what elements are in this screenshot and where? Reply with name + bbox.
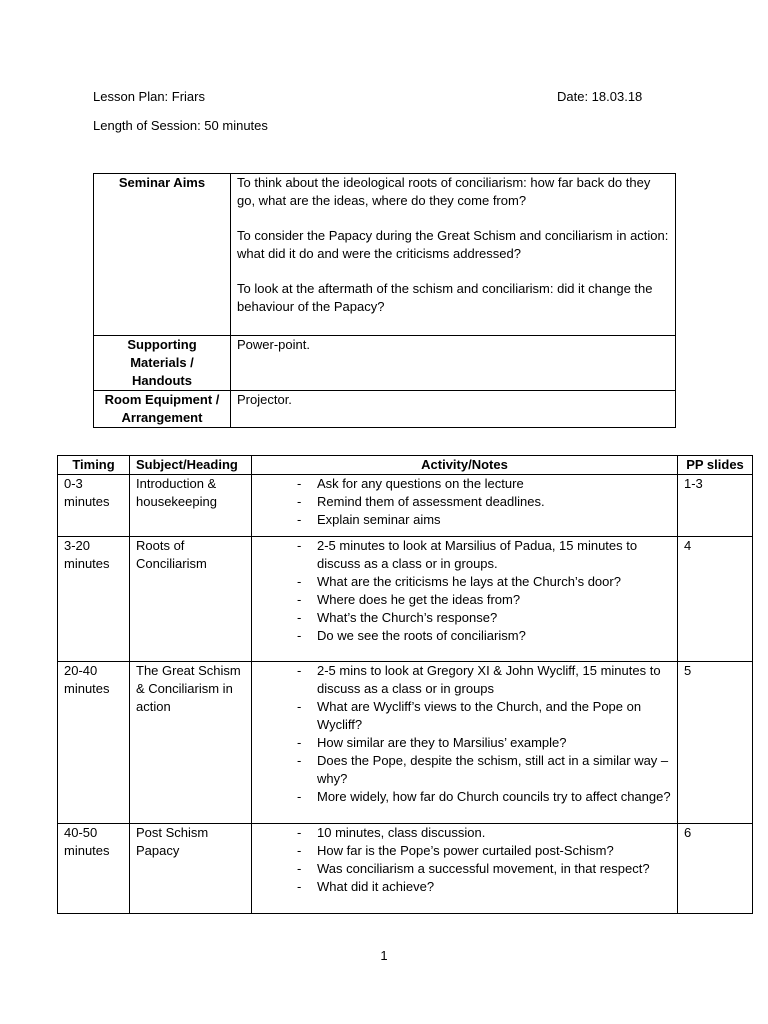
row-subject: Introduction & housekeeping [130, 475, 252, 537]
row-subject: Post Schism Papacy [130, 824, 252, 914]
note-item: - Where does he get the ideas from? [258, 591, 671, 609]
room-equipment-value: Projector. [231, 391, 676, 428]
row-notes [252, 475, 678, 537]
note-item: - Do we see the roots of conciliarism? [258, 627, 671, 645]
note-item: - What did it achieve? [258, 878, 671, 896]
header-timing: Timing [58, 456, 130, 475]
note-item: - More widely, how far do Church councils try to affect change? [258, 788, 671, 806]
row-notes [252, 662, 678, 824]
room-equipment-label: Room Equipment / Arrangement [94, 391, 231, 428]
seminar-aim: To consider the Papacy during the Great Schism and conciliarism in action: what did it do and were the criticisms addressed? [237, 228, 669, 261]
table-row [58, 824, 753, 914]
note-item: - Does the Pope, despite the schism, still act in a similar way – why? [258, 752, 671, 788]
seminar-aim: To think about the ideological roots of conciliarism: how far back do they go, what are the ideas, where do they come from? [237, 175, 651, 208]
note-item: - What’s the Church’s response? [258, 609, 671, 627]
room-equipment-row [94, 391, 676, 428]
plan-header-row [58, 456, 753, 475]
note-item: - 10 minutes, class discussion. [258, 824, 671, 842]
row-timing: 0-3 minutes [58, 475, 130, 537]
table-row [58, 662, 753, 824]
table-row [58, 475, 753, 537]
note-item: - 2-5 minutes to look at Marsilius of Padua, 15 minutes to discuss as a class or in groups. [258, 537, 671, 573]
header-subject: Subject/Heading [130, 456, 252, 475]
note-item: - How far is the Pope’s power curtailed post-Schism? [258, 842, 671, 860]
row-subject: Roots of Conciliarism [130, 537, 252, 662]
seminar-aims-row [94, 174, 676, 336]
lesson-date: Date: 18.03.18 [557, 89, 643, 104]
lesson-plan-title: Lesson Plan: Friars [93, 89, 205, 104]
note-item: - What are the criticisms he lays at the Church’s door? [258, 573, 671, 591]
row-timing: 40-50 minutes [58, 824, 130, 914]
row-timing: 20-40 minutes [58, 662, 130, 824]
note-item: - How similar are they to Marsilius’ example? [258, 734, 671, 752]
row-notes [252, 537, 678, 662]
table-row [58, 537, 753, 662]
note-item: - What are Wycliff’s views to the Church, and the Pope on Wycliff? [258, 698, 671, 734]
note-item: - 2-5 mins to look at Gregory XI & John Wycliff, 15 minutes to discuss as a class or in groups [258, 662, 671, 698]
note-item: - Was conciliarism a successful movement, in that respect? [258, 860, 671, 878]
row-subject: The Great Schism & Conciliarism in action [130, 662, 252, 824]
supporting-materials-label: Supporting Materials / Handouts [94, 336, 231, 391]
seminar-aims-label: Seminar Aims [94, 174, 231, 336]
row-slides: 1-3 [678, 475, 753, 537]
supporting-materials-row [94, 336, 676, 391]
note-item: - Ask for any questions on the lecture [258, 475, 671, 493]
row-notes [252, 824, 678, 914]
seminar-aim: To look at the aftermath of the schism and conciliarism: did it change the behaviour of the Papacy? [237, 281, 653, 314]
supporting-materials-value: Power-point. [231, 336, 676, 391]
header-activity: Activity/Notes [252, 456, 678, 475]
note-item: - Explain seminar aims [258, 511, 671, 529]
page-number: 1 [380, 948, 388, 963]
lesson-plan-table [57, 455, 753, 914]
row-timing: 3-20 minutes [58, 537, 130, 662]
row-slides: 6 [678, 824, 753, 914]
row-slides: 5 [678, 662, 753, 824]
seminar-aims-cell [231, 174, 676, 336]
note-item: - Remind them of assessment deadlines. [258, 493, 671, 511]
seminar-aims-table [93, 173, 676, 428]
row-slides: 4 [678, 537, 753, 662]
header-pp-slides: PP slides [678, 456, 753, 475]
session-length: Length of Session: 50 minutes [93, 118, 268, 133]
